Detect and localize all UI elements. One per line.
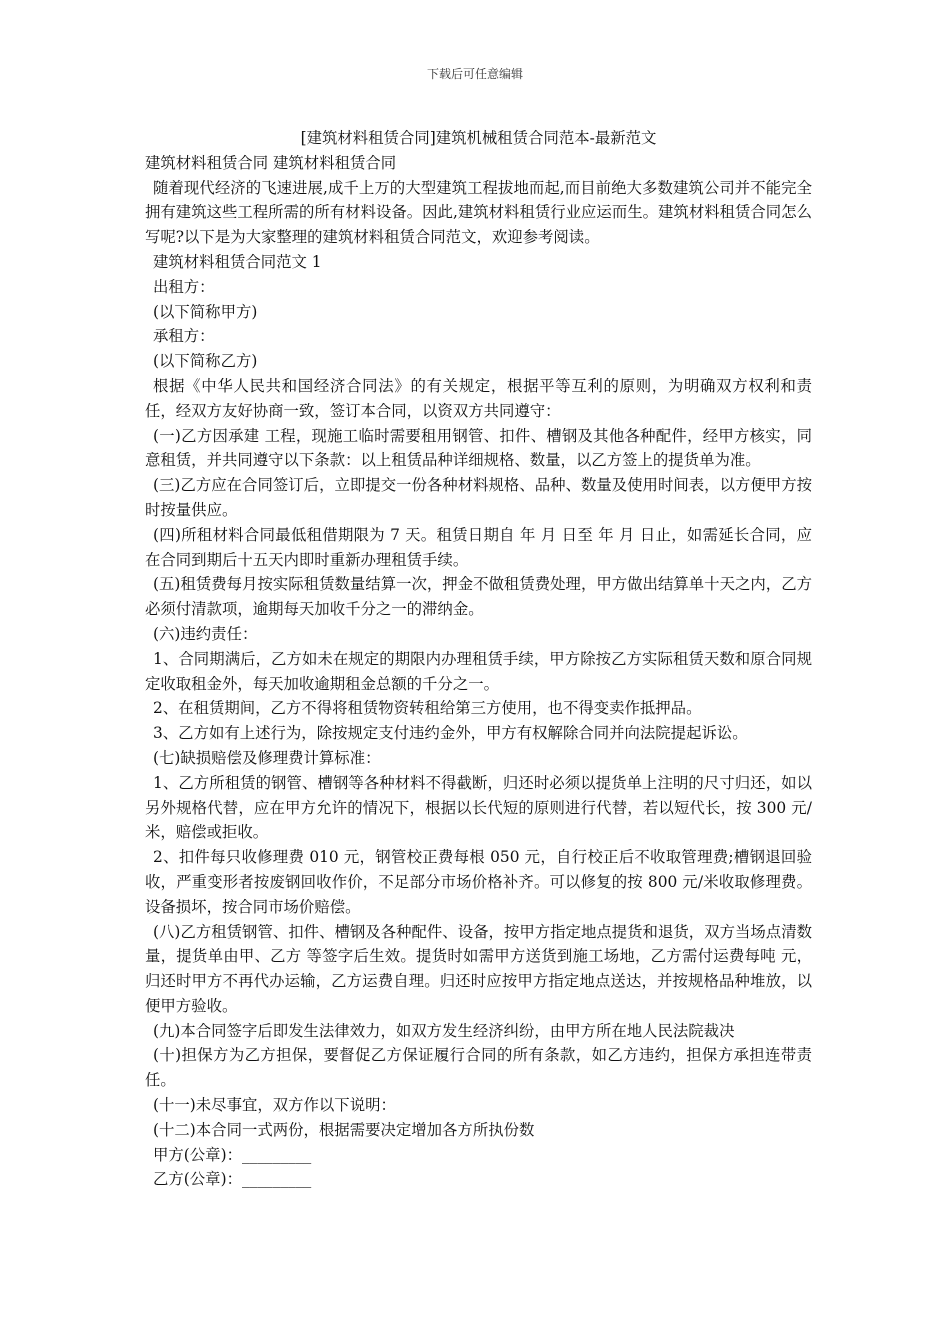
document-paragraph: 出租方：	[153, 277, 215, 296]
document-paragraph: (一)乙方因承建 工程，现施工临时需要租用钢管、扣件、槽钢及其他各种配件，经甲方核实，同意租赁，并共同遵守以下条款：以上租赁品种详细规格、数量，以乙方签上的提货单为准。	[145, 426, 812, 470]
document-paragraph: (以下简称甲方)	[153, 302, 258, 321]
document-paragraph: (六)违约责任：	[153, 624, 258, 643]
document-paragraph: (三)乙方应在合同签订后，立即提交一份各种材料规格、品种、数量及使用时间表，以方便甲方按时按量供应。	[145, 476, 812, 519]
document-paragraph: (以下简称乙方)	[153, 352, 258, 371]
document-paragraph: (九)本合同签字后即发生法律效力，如双方发生经济纠纷，由甲方所在地人民法院裁决	[153, 1021, 735, 1040]
paragraph-list	[145, 151, 812, 1192]
document-paragraph: 乙方(公章)：_________	[153, 1170, 312, 1189]
document-paragraph: 3、乙方如有上述行为，除按规定支付违约金外，甲方有权解除合同并向法院提起诉讼。	[153, 724, 748, 743]
document-paragraph: 建筑材料租赁合同 建筑材料租赁合同	[145, 153, 397, 172]
document-paragraph: 建筑材料租赁合同范文 1	[153, 252, 322, 271]
document-paragraph: 2、在租赁期间，乙方不得将租赁物资转租给第三方使用，也不得变卖作抵押品。	[153, 699, 702, 718]
document-paragraph: (四)所租材料合同最低租借期限为 7 天。租赁日期自 年 月 日至 年 月 日止，如需延长合同，应在合同到期后十五天内即时重新办理租赁手续。	[145, 525, 812, 569]
page-header-note: 下载后可任意编辑	[426, 67, 523, 81]
document-paragraph: 1、乙方所租赁的钢管、槽钢等各种材料不得截断，归还时必须以提货单上注明的尺寸归还，如以另外规格代替，应在甲方允许的情况下，根据以长代短的原则进行代替，若以短代长，按 300 元/米，赔偿或拒收。	[145, 773, 812, 842]
document-paragraph: (七)缺损赔偿及修理费计算标准：	[153, 748, 381, 767]
document-paragraph: 承租方：	[153, 327, 215, 346]
document-paragraph: (十一)未尽事宜，双方作以下说明：	[153, 1096, 396, 1115]
document-body	[145, 126, 812, 1192]
document-paragraph: 甲方(公章)：_________	[153, 1145, 312, 1164]
document-paragraph: 2、扣件每只收修理费 010 元，钢管校正费每根 050 元，自行校正后不收取管理费;槽钢退回验收，严重变形者按废钢回收作价，不足部分市场价格补齐。可以修复的按 800 元/米收取修理费。设备损坏，按合同市场价赔偿。	[145, 848, 812, 916]
document-paragraph: 随着现代经济的飞速进展,成千上万的大型建筑工程拔地而起,而目前绝大多数建筑公司并不能完全拥有建筑这些工程所需的所有材料设备。因此,建筑材料租赁行业应运而生。建筑材料租赁合同怎么写呢?以下是为大家整理的建筑材料租赁合同范文，欢迎参考阅读。	[145, 178, 812, 247]
document-paragraph: (十)担保方为乙方担保，要督促乙方保证履行合同的所有条款，如乙方违约，担保方承担连带责任。	[145, 1046, 812, 1090]
document-paragraph: 根据《中华人民共和国经济合同法》的有关规定，根据平等互利的原则，为明确双方权利和责任，经双方友好协商一致，签订本合同，以资双方共同遵守：	[145, 376, 812, 420]
document-title: [建筑材料租赁合同]建筑机械租赁合同范本-最新范文	[300, 129, 657, 147]
document-paragraph: 1、合同期满后，乙方如未在规定的期限内办理租赁手续，甲方除按乙方实际租赁天数和原合同规定收取租金外，每天加收逾期租金总额的千分之一。	[145, 649, 812, 693]
document-paragraph: (五)租赁费每月按实际租赁数量结算一次，押金不做租赁费处理，甲方做出结算单十天之内，乙方必须付清款项，逾期每天加收千分之一的滞纳金。	[145, 575, 812, 619]
document-paragraph: (十二)本合同一式两份，根据需要决定增加各方所执份数	[153, 1120, 535, 1139]
document-paragraph: (八)乙方租赁钢管、扣件、槽钢及各种配件、设备，按甲方指定地点提货和退货，双方当场点清数量，提货单由甲、乙方 等签字后生效。提货时如需甲方送货到施工场地，乙方需付运费每吨 元，归还时甲方不再代办运输，乙方运费自理。归还时应按甲方指定地点送达，并按规格品种堆放，以便甲方验收。	[145, 922, 812, 1015]
